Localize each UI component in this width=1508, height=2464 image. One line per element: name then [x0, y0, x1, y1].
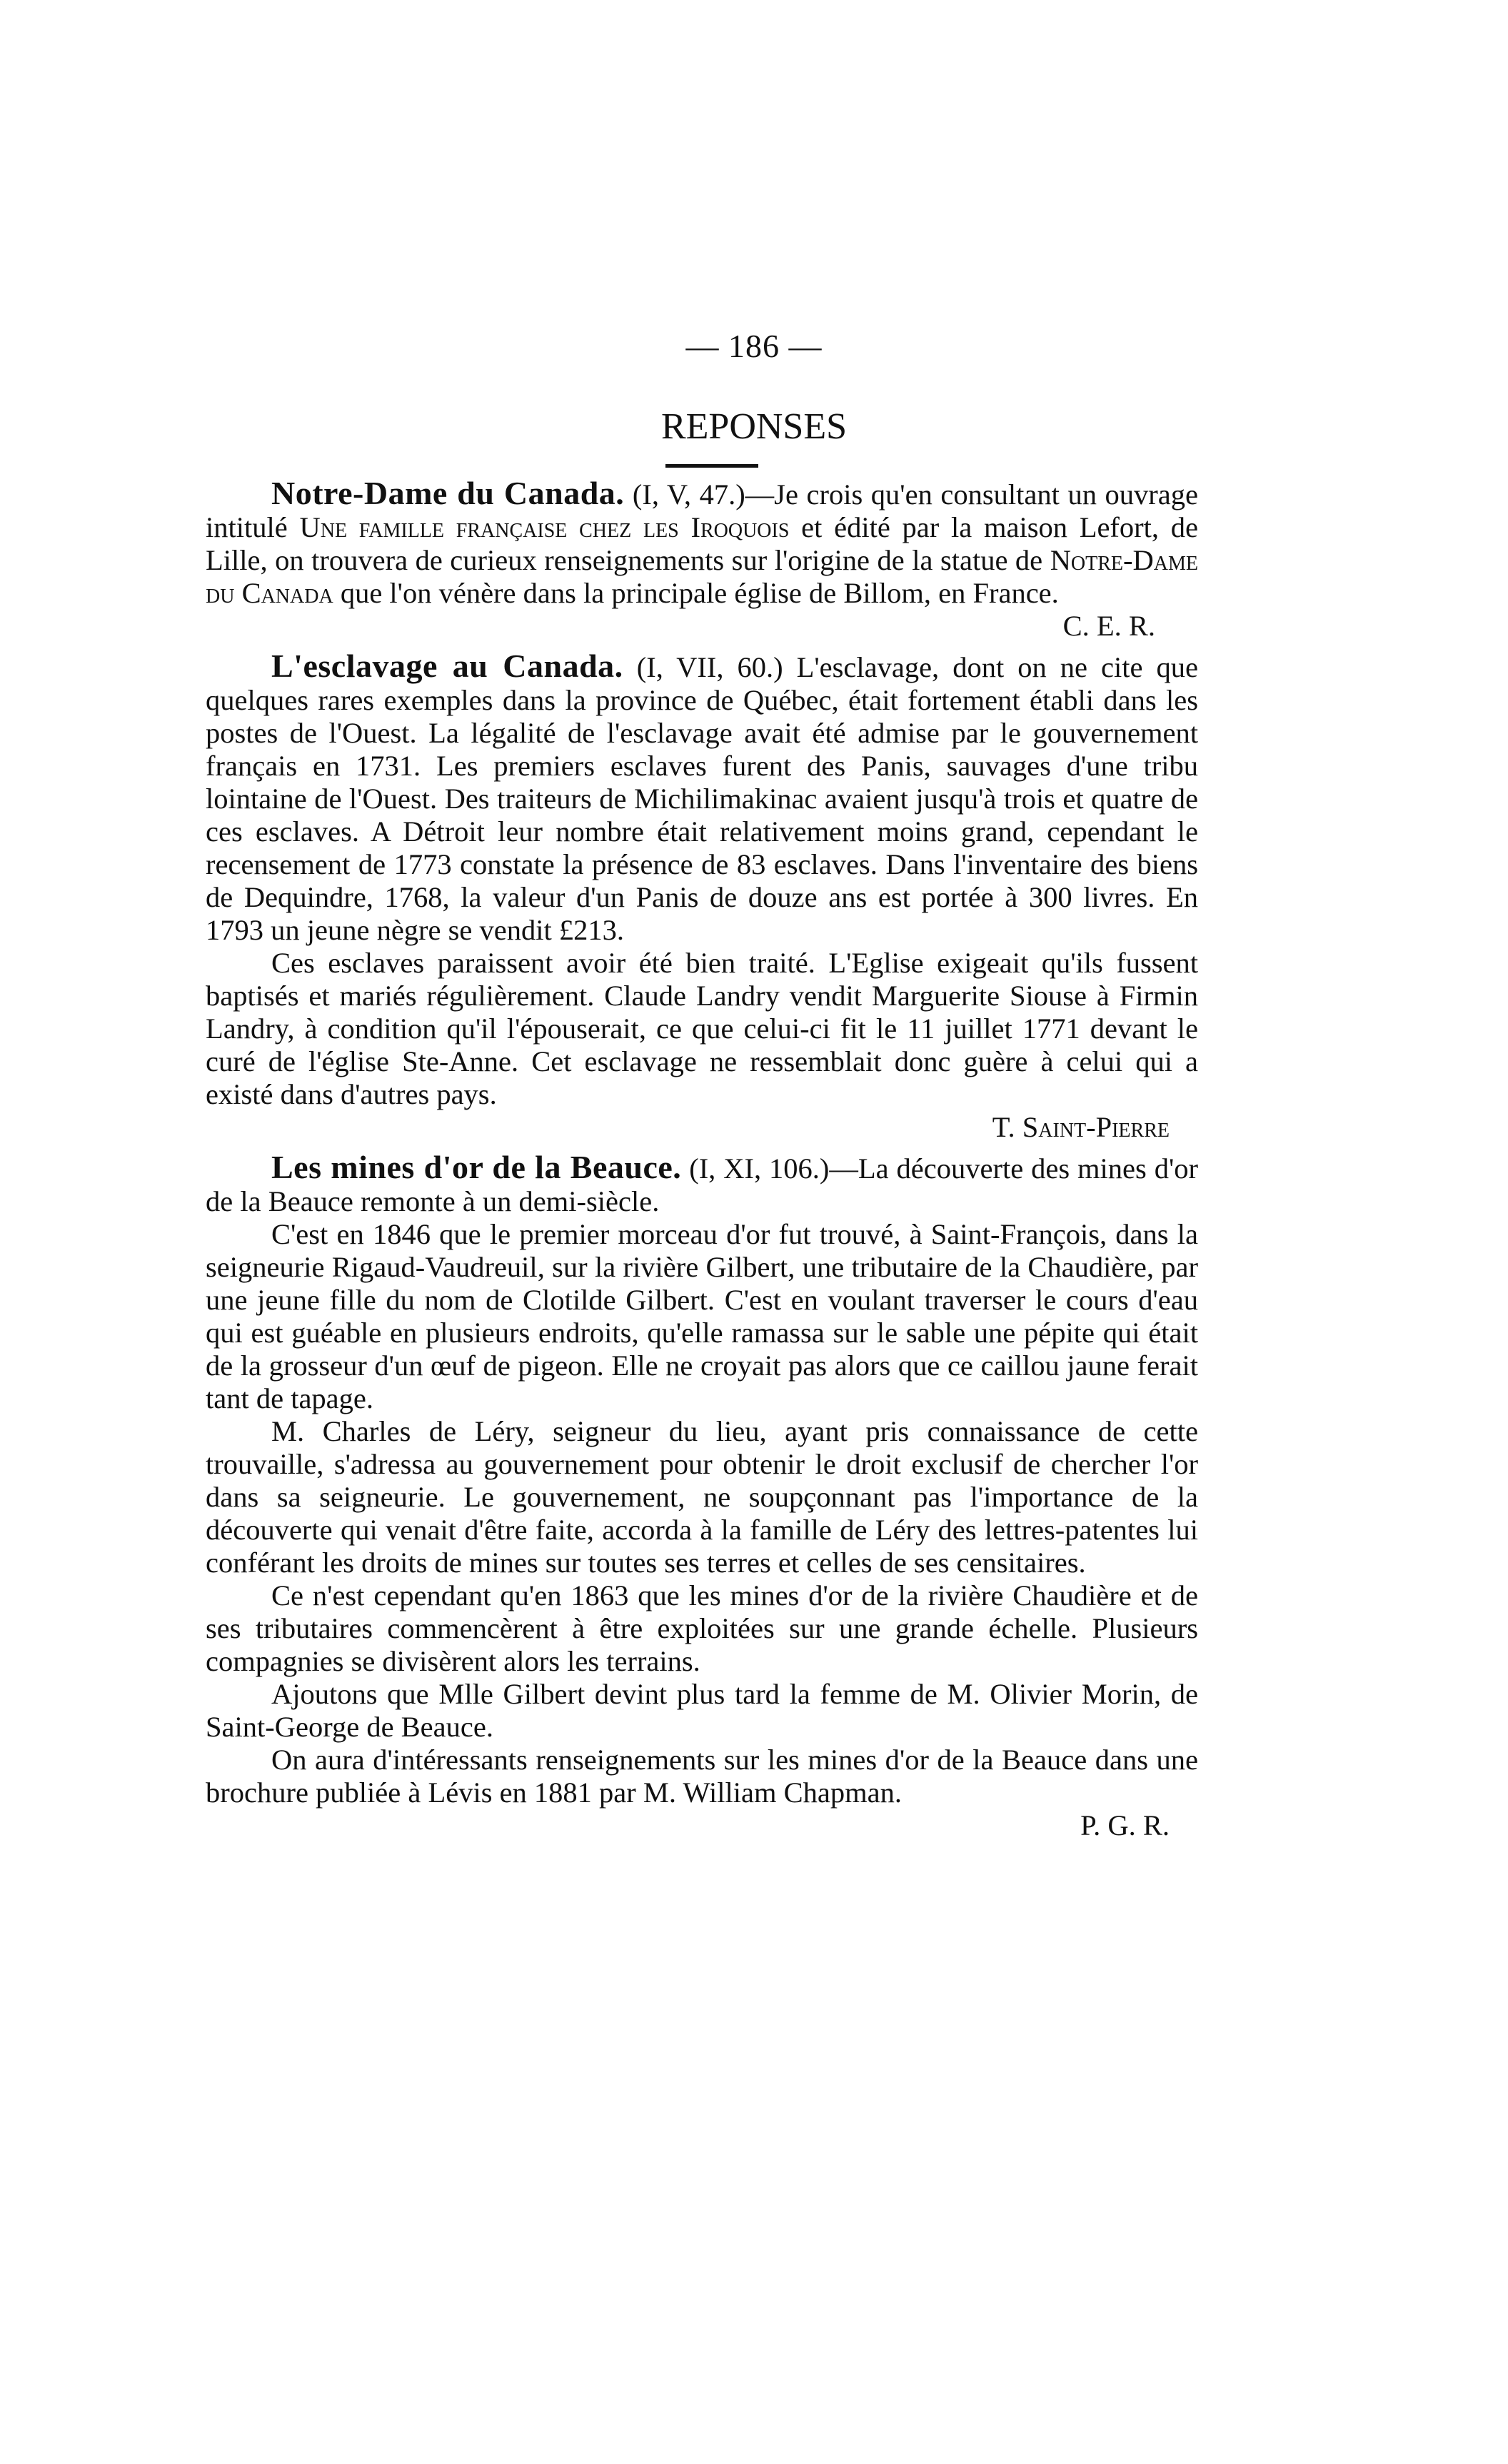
heading-rule: [665, 464, 758, 468]
paragraph: [206, 1151, 1198, 1218]
paragraph-text: (I, XI, 106.)—La découverte des mines d'or de la Beauce remonte à un demi-siècle.: [206, 1152, 1198, 1217]
paragraph: [206, 650, 1198, 947]
entry-title: Notre-Dame du Canada.: [271, 475, 625, 511]
entry-title: Les mines d'or de la Beauce.: [271, 1149, 682, 1185]
entry-notre-dame: [206, 477, 1198, 643]
paragraph: M. Charles de Léry, seigneur du lieu, ayant pris connaissance de cette trouvaille, s'adressa au gouvernement pour obtenir le droit exclusif de chercher l'or dans sa seigneurie. Le gouvernement, ne soupçonnant pas l'importance de la découverte qui venait d'être faite, accorda à la famille de Léry des lettres-patentes lui conférant les droits de mines sur toutes ses terres et celles de ses censitaires.: [206, 1415, 1198, 1579]
statue-name: Notre-Dame du Canada: [206, 544, 1198, 609]
paragraph: C'est en 1846 que le premier morceau d'or fut trouvé, à Saint-François, dans la seigneurie Rigaud-Vaudreuil, sur la rivière Gilbert, une tributaire de la Chaudière, par une jeune fille du nom de Clotilde Gilbert. C'est en voulant traverser le cours d'eau qui est guéable en plusieurs endroits, qu'elle ramassa sur le sable une pépite qui était de la grosseur d'un œuf de pigeon. Elle ne croyait pas alors que ce caillou jaune ferait tant de tapage.: [206, 1218, 1198, 1414]
book-title: Une famille française chez les Iroquois: [299, 511, 790, 543]
entry-mines-or: [206, 1151, 1198, 1842]
paragraph: [206, 477, 1198, 610]
page-number: — 186 —: [685, 328, 823, 364]
signature: C. E. R.: [1062, 610, 1155, 642]
document-body: [206, 477, 1198, 1842]
paragraph-text: et édité par la maison Lefort, de Lille, on trouvera de curieux renseignements sur l'origine de la statue de: [206, 511, 1198, 576]
paragraph: On aura d'intéressants renseignements sur les mines d'or de la Beauce dans une brochure publiée à Lévis en 1881 par M. William Chapman.: [206, 1744, 1198, 1809]
entry-title: L'esclavage au Canada.: [271, 648, 623, 684]
paragraph: Ces esclaves paraissent avoir été bien traité. L'Eglise exigeait qu'ils fussent baptisés et mariés régulièrement. Claude Landry vendit Marguerite Siouse à Firmin Landry, à condition qu'il l'épouserait, ce que celui-ci fit le 11 juillet 1771 devant le curé de l'église Ste-Anne. Cet esclavage ne ressemblait donc guère à celui qui a existé dans d'autres pays.: [206, 947, 1198, 1110]
signature: T. Saint-Pierre: [992, 1111, 1170, 1143]
entry-esclavage: [206, 650, 1198, 1144]
paragraph-text: (I, VII, 60.) L'esclavage, dont on ne cite que quelques rares exemples dans la province de Québec, était fortement établi dans les postes de l'Ouest. La légalité de l'esclavage avait été admise par le gouvernement français en 1731. Les premiers esclaves furent des Panis, sauvages d'une tribu lointaine de l'Ouest. Des traiteurs de Michilimakinac avaient jusqu'à trois et quatre de ces esclaves. A Détroit leur nombre était relativement moins grand, cependant le recensement de 1773 constate la présence de 83 esclaves. Dans l'inventaire des biens de Dequindre, 1768, la valeur d'un Panis de douze ans est portée à 300 livres. En 1793 un jeune nègre se vendit £213.: [206, 651, 1198, 946]
paragraph: Ajoutons que Mlle Gilbert devint plus tard la femme de M. Olivier Morin, de Saint-George de Beauce.: [206, 1678, 1198, 1743]
signature: P. G. R.: [1080, 1809, 1170, 1841]
paragraph-text: (I, V, 47.)—Je crois qu'en consultant un ouvrage intitulé: [206, 478, 1198, 543]
paragraph: Ce n'est cependant qu'en 1863 que les mines d'or de la rivière Chaudière et de ses tributaires commencèrent à être exploitées sur une grande échelle. Plusieurs compagnies se divisèrent alors les terrains.: [206, 1579, 1198, 1677]
section-heading: REPONSES: [660, 406, 848, 447]
paragraph-text: que l'on vénère dans la principale église de Billom, en France.: [333, 577, 1059, 609]
